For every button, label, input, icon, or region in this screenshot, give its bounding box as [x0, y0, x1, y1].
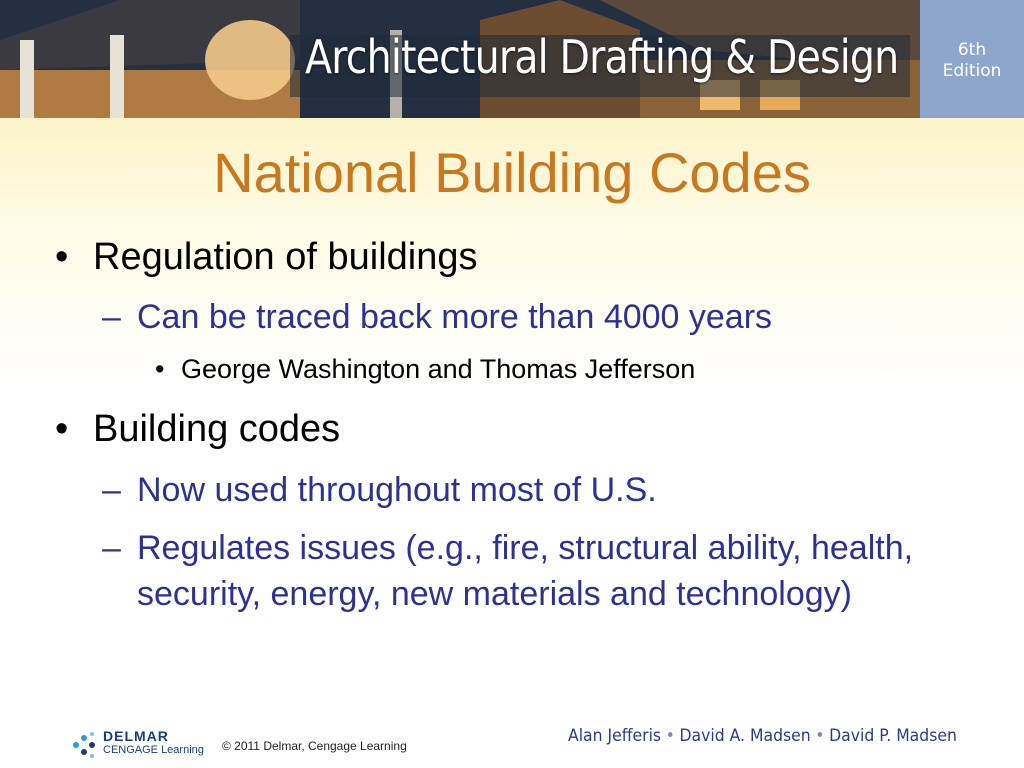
- edition-number: 6th: [957, 40, 987, 60]
- book-title: Architectural Drafting & Design: [305, 30, 899, 84]
- author-name: David A. Madsen: [679, 726, 811, 746]
- publisher-name: DELMAR: [103, 728, 169, 744]
- slide-title: National Building Codes: [213, 141, 811, 204]
- bullet-item: [55, 406, 340, 452]
- dash-marker: –: [102, 471, 121, 509]
- sub-bullet-item: [102, 525, 942, 617]
- bullet-text: Regulation of buildings: [93, 236, 478, 278]
- separator-dot: •: [665, 726, 675, 746]
- author-name: Alan Jefferis: [568, 726, 662, 746]
- bullet-marker: •: [55, 408, 69, 450]
- author-list: [568, 726, 957, 746]
- sub-bullet-text: Now used throughout most of U.S.: [137, 471, 657, 509]
- separator-dot: •: [815, 726, 825, 746]
- sub-bullet-item: [102, 294, 942, 340]
- publisher-subname: CENGAGE Learning: [103, 744, 204, 756]
- sub-bullet-text: Can be traced back more than 4000 years: [137, 298, 773, 336]
- edition-badge: [920, 0, 1024, 118]
- sub-bullet-item: [102, 467, 942, 513]
- cengage-logo-icon: [70, 730, 100, 760]
- sub-bullet-text: Regulates issues (e.g., fire, structural ability, health, security, energy, new materials and technology): [137, 529, 914, 613]
- edition-label: Edition: [942, 61, 1002, 81]
- dash-marker: –: [102, 298, 121, 336]
- author-name: David P. Madsen: [829, 726, 957, 746]
- bullet-marker: •: [155, 354, 165, 384]
- slide-footer: [0, 718, 1024, 768]
- header-banner: [0, 0, 1024, 118]
- bullet-text: Building codes: [93, 408, 341, 450]
- bullet-item: [55, 234, 478, 280]
- sub-sub-bullet-text: George Washington and Thomas Jefferson: [181, 354, 696, 384]
- bullet-marker: •: [55, 236, 69, 278]
- sub-sub-bullet-item: [155, 353, 695, 385]
- copyright-text: © 2011 Delmar, Cengage Learning: [222, 739, 407, 753]
- dash-marker: –: [102, 529, 121, 567]
